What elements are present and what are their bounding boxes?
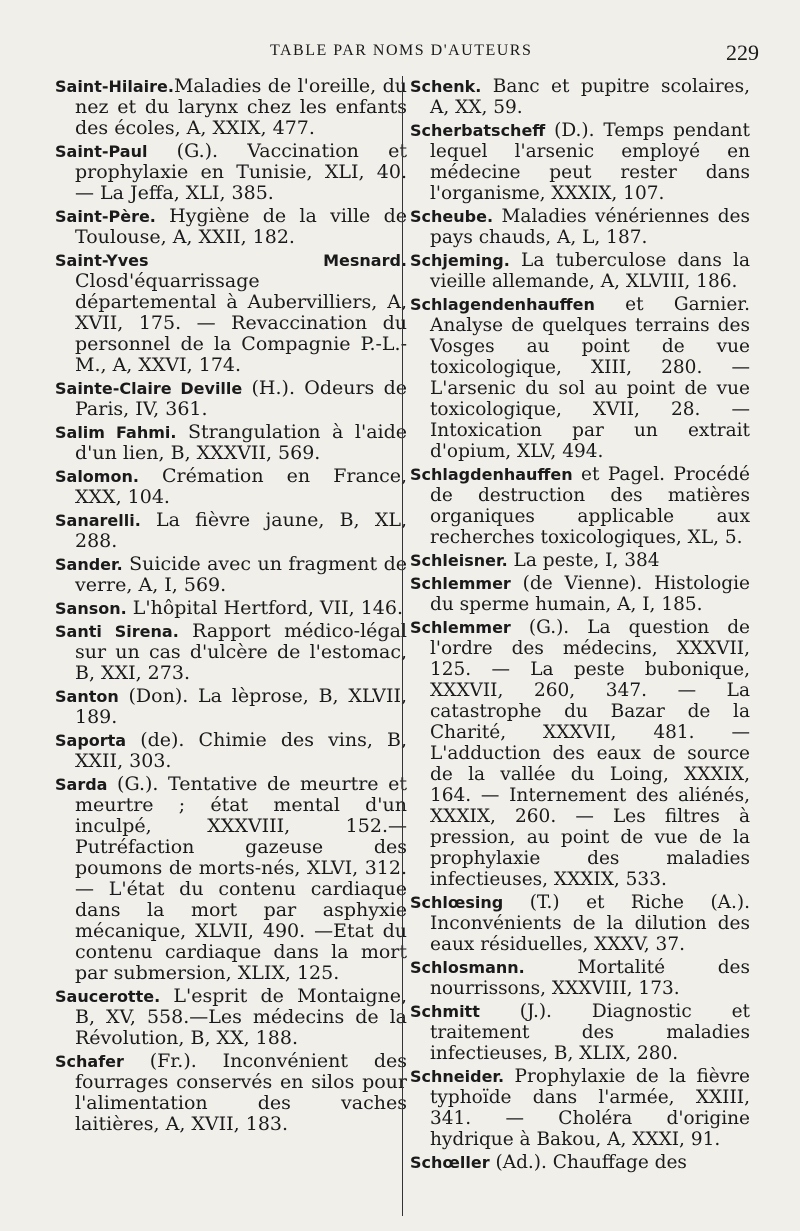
entry-text: (Ad.). Chauffage des <box>489 1152 687 1173</box>
index-entry <box>55 554 407 596</box>
index-entry <box>410 1001 750 1064</box>
entry-text: (G.). Vaccination et prophylaxie en Tunisie, XLI, 40. — La Jeffa, XLI, 385. <box>75 140 407 204</box>
entry-text: Mortalité des nourrissons, XXXVIII, 173. <box>430 957 750 999</box>
entry-text: (G.). La question de l'ordre des médecins, XXXVII, 125. — La peste bubonique, XXXVII, 260, 347. — La catastrophe du Bazar de la Charité, XXXVII, 481. — L'adduction des eaux de source de la vallée du Loing, XXXIX, 164. — Internement des aliénés, XXXIX, 260. — Les filtres à pression, au point de vue de la prophylaxie des maladies infectieuses, XXXIX, 533. <box>430 617 750 890</box>
author-name: Saint-Yves Mesnard. <box>55 251 407 270</box>
entry-text: Crémation en France, XXX, 104. <box>75 465 407 508</box>
entry-text: (G.). Tentative de meurtre et meurtre ; état mental d'un inculpé, XXXVIII, 152.— Putréfaction gazeuse des poumons de morts-nés, XLVI, 312. — L'état du contenu cardiaque dans la mort par asphyxie mécanique, XLVII, 490. —Etat du contenu cardiaque dans la mort par submersion, XLIX, 125. <box>75 773 407 984</box>
index-entry <box>55 141 407 204</box>
right-column <box>410 76 750 1175</box>
author-name: Sanson. <box>55 599 127 618</box>
author-name: Saucerotte. <box>55 987 161 1006</box>
entry-text: L'hôpital Hertford, VII, 146. <box>126 597 404 619</box>
index-entry <box>55 730 407 772</box>
index-entry <box>55 598 407 619</box>
author-name: Schlagdenhauffen <box>410 465 573 484</box>
index-entry <box>410 892 750 955</box>
index-entry <box>410 617 750 890</box>
page-number: 229 <box>726 40 759 65</box>
index-entry <box>410 1152 750 1173</box>
entry-text: Banc et pupitre scolaires, A, XX, 59. <box>430 76 750 118</box>
author-name: Sainte-Claire Deville <box>55 379 243 398</box>
page-header <box>0 40 800 70</box>
index-entry <box>55 206 407 248</box>
author-name: Schmitt <box>410 1002 480 1021</box>
entry-text: (de). Chimie des vins, B, XXII, 303. <box>75 729 407 772</box>
entry-text: Rapport médico-légal sur un cas d'ulcère de l'estomac, B, XXI, 273. <box>75 620 407 684</box>
entry-text: (D.). Temps pendant lequel l'arsenic employé en médecine peut rester dans l'organisme, XXXIX, 107. <box>430 120 750 204</box>
author-name: Saint-Père. <box>55 207 156 226</box>
author-name: Schlemmer <box>410 574 511 593</box>
author-name: Schlœsing <box>410 893 504 912</box>
entry-text: Maladies de l'oreille, du nez et du larynx chez les enfants des écoles, A, XXIX, 477. <box>75 75 407 139</box>
column-divider <box>402 76 403 1216</box>
entry-text: Hygiène de la ville de Toulouse, A, XXII, 182. <box>75 205 407 248</box>
entry-text: L'esprit de Montaigne, B, XV, 558.—Les médecins de la Révolution, B, XX, 188. <box>75 985 407 1049</box>
entry-text: (H.). Odeurs de Paris, IV, 361. <box>75 377 407 420</box>
index-entry <box>55 774 407 984</box>
entry-text: Maladies vénériennes des pays chauds, A, L, 187. <box>430 206 750 248</box>
index-entry <box>410 294 750 462</box>
author-name: Schlosmann. <box>410 958 525 977</box>
index-entry <box>410 250 750 292</box>
running-title: TABLE PAR NOMS D'AUTEURS <box>270 42 533 59</box>
author-name: Santon <box>55 687 119 706</box>
index-entry <box>55 621 407 684</box>
entry-text: et Pagel. Procédé de destruction des matières organiques applicable aux recherches toxicologiques, XL, 5. <box>430 464 750 548</box>
left-column <box>55 76 407 1137</box>
author-name: Saint-Hilaire. <box>55 77 174 96</box>
index-entry <box>55 1051 407 1135</box>
entry-text: Strangulation à l'aide d'un lien, B, XXXVII, 569. <box>75 421 407 464</box>
index-entry <box>410 206 750 248</box>
author-name: Sanarelli. <box>55 511 141 530</box>
entry-text: et Garnier. Analyse de quelques terrains des Vosges au point de vue toxicologique, XIII, 280. — L'arsenic du sol au point de vue toxicologique, XVII, 28. — Intoxication par un extrait d'opium, XLV, 494. <box>430 294 750 462</box>
author-name: Sander. <box>55 555 123 574</box>
author-name: Schœller <box>410 1153 490 1172</box>
index-entry <box>410 76 750 118</box>
author-name: Saporta <box>55 731 127 750</box>
index-entry <box>55 378 407 420</box>
entry-text: La tuberculose dans la vieille allemande, A, XLVIII, 186. <box>430 250 750 292</box>
author-name: Schlagendenhauffen <box>410 295 595 314</box>
author-name: Salim Fahmi. <box>55 423 177 442</box>
author-name: Schneider. <box>410 1067 505 1086</box>
entry-text: La fièvre jaune, B, XL, 288. <box>75 509 407 552</box>
author-name: Santi Sirena. <box>55 622 179 641</box>
entry-text: (Fr.). Inconvénient des fourrages conservés en silos pour l'alimentation des vaches laitières, A, XVII, 183. <box>75 1050 407 1135</box>
entry-text: Prophylaxie de la fièvre typhoïde dans l'armée, XXIII, 341. — Choléra d'origine hydrique à Bakou, A, XXXI, 91. <box>430 1066 750 1150</box>
author-name: Saint-Paul <box>55 142 148 161</box>
entry-text: (T.) et Riche (A.). Inconvénients de la dilution des eaux résiduelles, XXXV, 37. <box>430 892 750 955</box>
index-entry <box>55 76 407 139</box>
author-name: Schjeming. <box>410 251 510 270</box>
entry-text: (Don). La lèprose, B, XLVII, 189. <box>75 685 407 728</box>
author-name: Scherbatscheff <box>410 121 546 140</box>
author-name: Schafer <box>55 1052 124 1071</box>
author-name: Schlemmer <box>410 618 511 637</box>
index-entry <box>55 510 407 552</box>
author-name: Schenk. <box>410 77 482 96</box>
author-name: Salomon. <box>55 467 139 486</box>
entry-text: Suicide avec un fragment de verre, A, I, 569. <box>75 553 407 596</box>
author-name: Scheube. <box>410 207 494 226</box>
index-entry <box>410 1066 750 1150</box>
index-entry <box>55 250 407 376</box>
entry-text: Closd'équarrissage départemental à Aubervilliers, A, XVII, 175. — Revaccination du personnel de la Compagnie P.-L.-M., A, XXVI, 174. <box>75 270 407 376</box>
index-entry <box>55 422 407 464</box>
entry-text: (de Vienne). Histologie du sperme humain, A, I, 185. <box>430 573 750 615</box>
entry-text: La peste, I, 384 <box>507 550 660 571</box>
index-entry <box>55 686 407 728</box>
index-entry <box>55 466 407 508</box>
index-entry <box>410 550 750 571</box>
index-entry <box>410 120 750 204</box>
index-entry <box>410 957 750 999</box>
entry-text: (J.). Diagnostic et traitement des maladies infectieuses, B, XLIX, 280. <box>430 1001 750 1064</box>
author-name: Sarda <box>55 775 108 794</box>
index-entry <box>55 986 407 1049</box>
index-entry <box>410 573 750 615</box>
author-name: Schleisner. <box>410 551 508 570</box>
index-entry <box>410 464 750 548</box>
